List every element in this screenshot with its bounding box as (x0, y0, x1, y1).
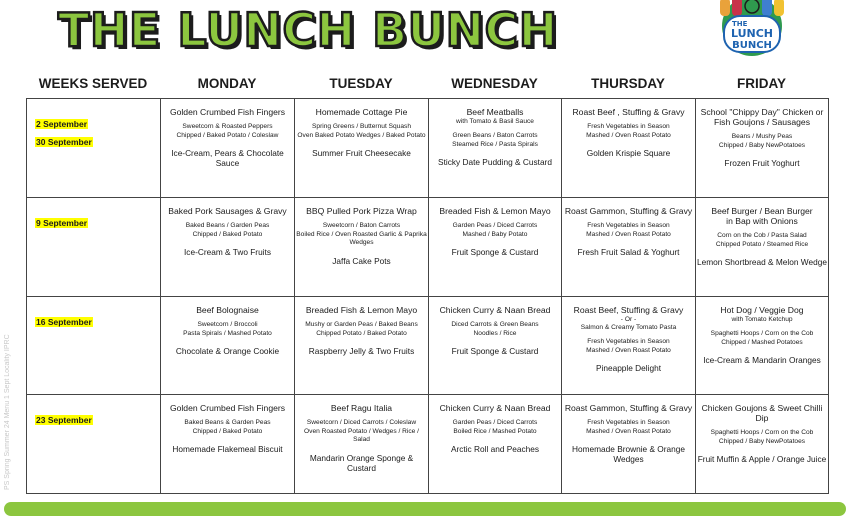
menu-cell-friday (696, 99, 829, 198)
menu-row (27, 297, 829, 395)
side-dishes: Corn on the Cob / Pasta Salad Chipped Potato / Steamed Rice (715, 232, 809, 248)
dessert: Homemade Brownie & Orange Wedges (572, 444, 685, 464)
menu-cell-monday (161, 99, 295, 198)
menu-cell-thursday (562, 99, 696, 198)
side-dishes: Fresh Vegetables in Season Mashed / Oven Roast Potato (586, 419, 671, 435)
side-dishes: Mushy or Garden Peas / Baked Beans Chipped Potato / Baked Potato (305, 321, 418, 337)
dish-note: - Or - Salmon & Creamy Tomato Pasta (580, 316, 677, 331)
side-dishes: Fresh Vegetables in Season Mashed / Oven Roast Potato (586, 123, 671, 139)
side-dishes: Baked Beans & Garden Peas Chipped / Baked Potato (184, 419, 271, 435)
dessert: Fruit Muffin & Apple / Orange Juice (697, 454, 827, 464)
side-dishes: Fresh Vegetables in Season Mashed / Oven Roast Potato (586, 222, 671, 238)
dessert: Fruit Sponge & Custard (451, 346, 539, 356)
main-dish: Beef Bolognaise (196, 305, 259, 315)
dish-note: with Tomato Ketchup (731, 316, 793, 323)
main-dish: Baked Pork Sausages & Gravy (168, 206, 287, 216)
dessert: Lemon Shortbread & Melon Wedge (697, 257, 827, 267)
week-date: 16 September (36, 317, 92, 327)
main-dish: BBQ Pulled Pork Pizza Wrap (306, 206, 417, 216)
main-dish: Homemade Cottage Pie (315, 107, 408, 117)
footer-bar (4, 502, 846, 516)
dessert: Ice-Cream, Pears & Chocolate Sauce (171, 148, 284, 168)
column-friday: FRIDAY (736, 76, 786, 91)
menu-cell-monday (161, 198, 295, 297)
side-dishes: Sweetcorn / Baton Carrots Boiled Rice / Oven Roasted Garlic & Paprika Wedges (296, 222, 427, 246)
side-dishes: Garden Peas / Diced Carrots Mashed / Baby Potato (452, 222, 538, 238)
dessert: Golden Krispie Square (586, 148, 671, 158)
column-thursday: THURSDAY (591, 76, 665, 91)
dessert: Ice-Cream & Mandarin Oranges (703, 355, 821, 365)
week-dates-cell (27, 395, 161, 494)
menu-row (27, 395, 829, 494)
menu-table (26, 98, 829, 494)
side-dishes: Green Beans / Baton Carrots Steamed Rice / Pasta Spirals (452, 132, 538, 148)
main-dish: Roast Beef, Stuffing & Gravy (573, 305, 684, 315)
lunch-bunch-logo (706, 0, 798, 62)
main-dish: Beef Ragu Italia (330, 403, 393, 413)
menu-cell-friday (696, 297, 829, 395)
menu-cell-wednesday (429, 395, 562, 494)
side-dishes: Sweetcorn / Broccoli Pasta Spirals / Mashed Potato (183, 321, 272, 337)
dessert: Ice-Cream & Two Fruits (184, 247, 271, 257)
page-title: THE LUNCH BUNCH (58, 3, 558, 57)
week-date: 23 September (36, 415, 92, 425)
main-dish: School "Chippy Day" Chicken or Fish Goujons / Sausages (700, 107, 824, 127)
main-dish: Beef Burger / Bean Burger in Bap with Onions (711, 206, 813, 226)
menu-cell-tuesday (295, 395, 429, 494)
side-dishes: Baked Beans / Garden Peas Chipped / Baked Potato (185, 222, 270, 238)
dessert: Arctic Roll and Peaches (450, 444, 540, 454)
dessert: Homemade Flakemeal Biscuit (172, 444, 283, 454)
column-tuesday: TUESDAY (329, 76, 393, 91)
dessert: Sticky Date Pudding & Custard (438, 157, 552, 167)
week-date: 30 September (36, 137, 92, 147)
column-wednesday: WEDNESDAY (451, 76, 538, 91)
main-dish: Roast Gammon, Stuffing & Gravy (564, 403, 693, 413)
side-dishes: Sweetcorn & Roasted Peppers Chipped / Baked Potato / Coleslaw (176, 123, 279, 139)
side-dishes: Beans / Mushy Peas Chipped / Baby NewPotatoes (718, 133, 806, 149)
menu-cell-monday (161, 297, 295, 395)
week-date: 9 September (36, 218, 88, 228)
dessert: Raspberry Jelly & Two Fruits (308, 346, 415, 356)
main-dish: Golden Crumbed Fish Fingers (169, 107, 286, 117)
menu-cell-wednesday (429, 297, 562, 395)
dessert: Jaffa Cake Pots (332, 255, 391, 266)
main-dish: Chicken Curry & Naan Bread (439, 403, 551, 413)
menu-cell-friday (696, 198, 829, 297)
dish-note: with Tomato & Basil Sauce (456, 118, 534, 125)
main-dish: Golden Crumbed Fish Fingers (169, 403, 286, 413)
menu-cell-monday (161, 395, 295, 494)
svg-text:BUNCH: BUNCH (732, 40, 772, 51)
svg-text:LUNCH: LUNCH (730, 27, 774, 40)
side-dishes: Sweetcorn / Diced Carrots / Coleslaw Oven Roasted Potato / Wedges / Rice / Salad (304, 419, 419, 443)
menu-cell-thursday (562, 297, 696, 395)
menu-cell-friday (696, 395, 829, 494)
dessert: Summer Fruit Cheesecake (312, 148, 411, 158)
menu-cell-tuesday (295, 99, 429, 198)
dessert: Mandarin Orange Sponge & Custard (309, 452, 414, 473)
main-dish: Chicken Curry & Naan Bread (439, 305, 551, 315)
week-date: 2 September (36, 119, 88, 129)
menu-row (27, 99, 829, 198)
side-dishes: Fresh Vegetables in Season Mashed / Oven Roast Potato (586, 338, 671, 354)
main-dish: Hot Dog / Veggie Dog (720, 305, 804, 315)
dessert: Fresh Fruit Salad & Yoghurt (577, 247, 680, 257)
svg-text:THE: THE (732, 20, 748, 28)
menu-cell-thursday (562, 198, 696, 297)
side-dishes: Spaghetti Hoops / Corn on the Cob Chipped / Baby NewPotatoes (710, 429, 814, 445)
side-dishes: Spaghetti Hoops / Corn on the Cob Chipped / Mashed Potatoes (710, 330, 814, 346)
side-dishes: Diced Carrots & Green Beans Noodles / Rice (451, 321, 539, 337)
menu-row (27, 198, 829, 297)
main-dish: Beef Meatballs (466, 107, 524, 117)
menu-cell-thursday (562, 395, 696, 494)
menu-cell-tuesday (295, 198, 429, 297)
main-dish: Breaded Fish & Lemon Mayo (305, 305, 418, 315)
column-monday: MONDAY (197, 76, 257, 91)
dessert: Chocolate & Orange Cookie (175, 346, 280, 356)
main-dish: Chicken Goujons & Sweet Chilli Dip (701, 403, 823, 423)
week-dates-cell (27, 99, 161, 198)
side-dishes: Spring Greens / Butternut Squash Oven Baked Potato Wedges / Baked Potato (297, 123, 426, 139)
menu-cell-wednesday (429, 198, 562, 297)
menu-cell-wednesday (429, 99, 562, 198)
dessert: Frozen Fruit Yoghurt (724, 158, 800, 168)
column-header-row (26, 74, 828, 94)
main-dish: Roast Gammon, Stuffing & Gravy (564, 206, 693, 216)
column-weeks: WEEKS SERVED (38, 76, 148, 91)
footer-note: PS Spring Summer 24 Menu 1 Sept Locality IPRC (4, 334, 11, 490)
main-dish: Roast Beef , Stuffing & Gravy (572, 107, 685, 117)
week-dates-cell (27, 198, 161, 297)
week-dates-cell (27, 297, 161, 395)
dessert: Fruit Sponge & Custard (451, 247, 539, 257)
dessert: Pineapple Delight (595, 363, 662, 373)
side-dishes: Garden Peas / Diced Carrots Boiled Rice / Mashed Potato (452, 419, 538, 435)
main-dish: Breaded Fish & Lemon Mayo (439, 206, 551, 216)
menu-cell-tuesday (295, 297, 429, 395)
